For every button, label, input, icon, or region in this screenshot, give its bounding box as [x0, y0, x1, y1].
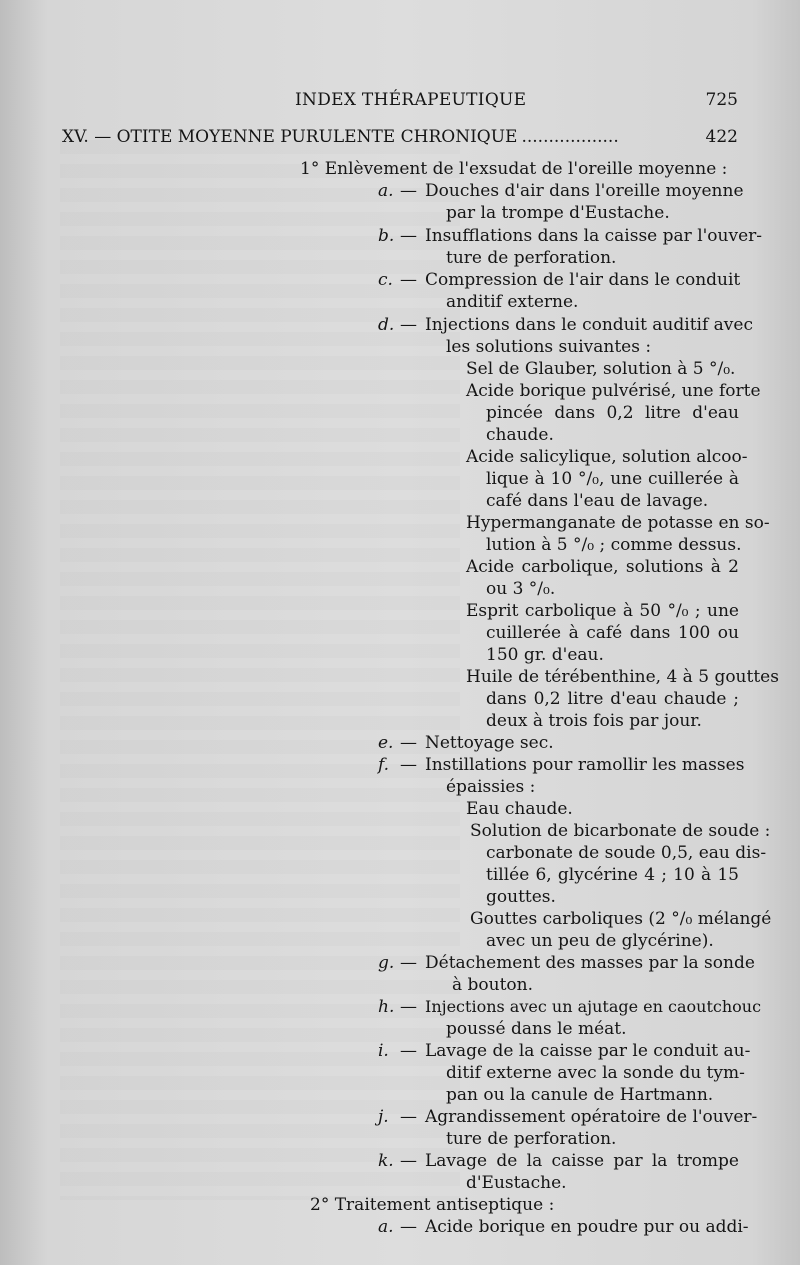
subsection-heading-1: 1° Enlèvement de l'exsudat de l'oreille moyenne : [300, 159, 728, 179]
item-g-line2: à bouton. [452, 975, 534, 995]
solution-3-line3: café dans l'eau de lavage. [486, 491, 709, 511]
solution-2-line2: pincée dans 0,2 litre d'eau [486, 403, 739, 423]
item-j-line1: Agrandissement opératoire de l'ouver- [425, 1107, 758, 1127]
solution-2-line3: chaude. [486, 425, 554, 445]
item-letter-a: a. [378, 181, 394, 201]
item-dash: — [400, 270, 417, 290]
solution-3-line1: Acide salicylique, solution alcoo- [466, 447, 748, 467]
solution-1: Sel de Glauber, solution à 5 °/₀. [466, 359, 736, 379]
item-c-line1: Compression de l'air dans le conduit [425, 270, 741, 290]
item-letter-a-2: a. [378, 1217, 394, 1237]
instillation-1: Eau chaude. [466, 799, 573, 819]
item-g-line1: Détachement des masses par la sonde [425, 953, 755, 973]
item-dash: — [400, 733, 417, 753]
solution-7-line3: deux à trois fois par jour. [486, 711, 702, 731]
item-letter-h: h. [378, 997, 395, 1017]
item-i-line1: Lavage de la caisse par le conduit au- [425, 1041, 751, 1061]
item-a-line2: par la trompe d'Eustache. [446, 203, 670, 223]
item-h-line2: poussé dans le méat. [446, 1019, 627, 1039]
item-dash: — [400, 1041, 417, 1061]
instillation-2-line1: Solution de bicarbonate de soude : [470, 821, 771, 841]
item-i-line3: pan ou la canule de Hartmann. [446, 1085, 714, 1105]
solution-7-line2: dans 0,2 litre d'eau chaude ; [486, 689, 739, 709]
section-heading [62, 127, 738, 155]
item-letter-g: g. [378, 953, 395, 973]
item-letter-k: k. [378, 1151, 394, 1171]
leader-dots: .................. [521, 127, 619, 147]
item-c-line2: anditif externe. [446, 292, 579, 312]
solution-7-line1: Huile de térébenthine, 4 à 5 gouttes [466, 667, 779, 687]
page-number: 725 [705, 90, 738, 110]
instillation-2-line4: gouttes. [486, 887, 556, 907]
item-letter-i: i. [378, 1041, 389, 1061]
item-a2-line1: Acide borique en poudre pur ou addi- [425, 1217, 749, 1237]
item-letter-f: f. [378, 755, 390, 775]
solution-3-line2: lique à 10 °/₀, une cuillerée à [486, 469, 739, 489]
item-dash: — [400, 1107, 417, 1127]
item-f-line2: épaissies : [446, 777, 536, 797]
item-dash: — [400, 997, 417, 1017]
instillation-3-line2: avec un peu de glycérine). [486, 931, 714, 951]
item-letter-j: j. [378, 1107, 389, 1127]
item-dash: — [400, 181, 417, 201]
item-letter-c: c. [378, 270, 393, 290]
item-b-line1: Insufflations dans la caisse par l'ouver- [425, 226, 763, 246]
solution-5-line1: Acide carbolique, solutions à 2 [466, 557, 739, 577]
item-h-line1: Injections avec un ajutage en caoutchouc [425, 997, 762, 1016]
item-d-line1: Injections dans le conduit auditif avec [425, 315, 753, 335]
item-j-line2: ture de perforation. [446, 1129, 617, 1149]
item-dash: — [400, 1217, 417, 1237]
item-d-line2: les solutions suivantes : [446, 337, 652, 357]
item-k-line2: d'Eustache. [466, 1173, 567, 1193]
item-k-line1: Lavage de la caisse par la trompe [425, 1151, 739, 1171]
solution-2-line1: Acide borique pulvérisé, une forte [466, 381, 761, 401]
solution-6-line1: Esprit carbolique à 50 °/₀ ; une [466, 601, 739, 621]
subsection-heading-2: 2° Traitement antiseptique : [310, 1195, 555, 1215]
section-page-ref: 422 [705, 127, 738, 147]
section-title: XV. — OTITE MOYENNE PURULENTE CHRONIQUE [62, 127, 518, 147]
running-title: INDEX THÉRAPEUTIQUE [295, 90, 527, 110]
item-dash: — [400, 226, 417, 246]
instillation-2-line3: tillée 6, glycérine 4 ; 10 à 15 [486, 865, 739, 885]
solution-4-line2: lution à 5 °/₀ ; comme dessus. [486, 535, 742, 555]
item-letter-b: b. [378, 226, 395, 246]
instillation-3-line1: Gouttes carboliques (2 °/₀ mélangé [470, 909, 772, 929]
running-header [0, 90, 800, 118]
item-e-line1: Nettoyage sec. [425, 733, 554, 753]
instillation-2-line2: carbonate de soude 0,5, eau dis- [486, 843, 767, 863]
item-dash: — [400, 315, 417, 335]
item-i-line2: ditif externe avec la sonde du tym- [446, 1063, 745, 1083]
solution-6-line2: cuillerée à café dans 100 ou [486, 623, 739, 643]
item-dash: — [400, 953, 417, 973]
solution-4-line1: Hypermanganate de potasse en so- [466, 513, 770, 533]
solution-5-line2: ou 3 °/₀. [486, 579, 556, 599]
item-f-line1: Instillations pour ramollir les masses [425, 755, 745, 775]
item-b-line2: ture de perforation. [446, 248, 617, 268]
item-a-line1: Douches d'air dans l'oreille moyenne [425, 181, 744, 201]
item-dash: — [400, 1151, 417, 1171]
item-letter-d: d. [378, 315, 395, 335]
solution-6-line3: 150 gr. d'eau. [486, 645, 604, 665]
item-dash: — [400, 755, 417, 775]
item-letter-e: e. [378, 733, 394, 753]
